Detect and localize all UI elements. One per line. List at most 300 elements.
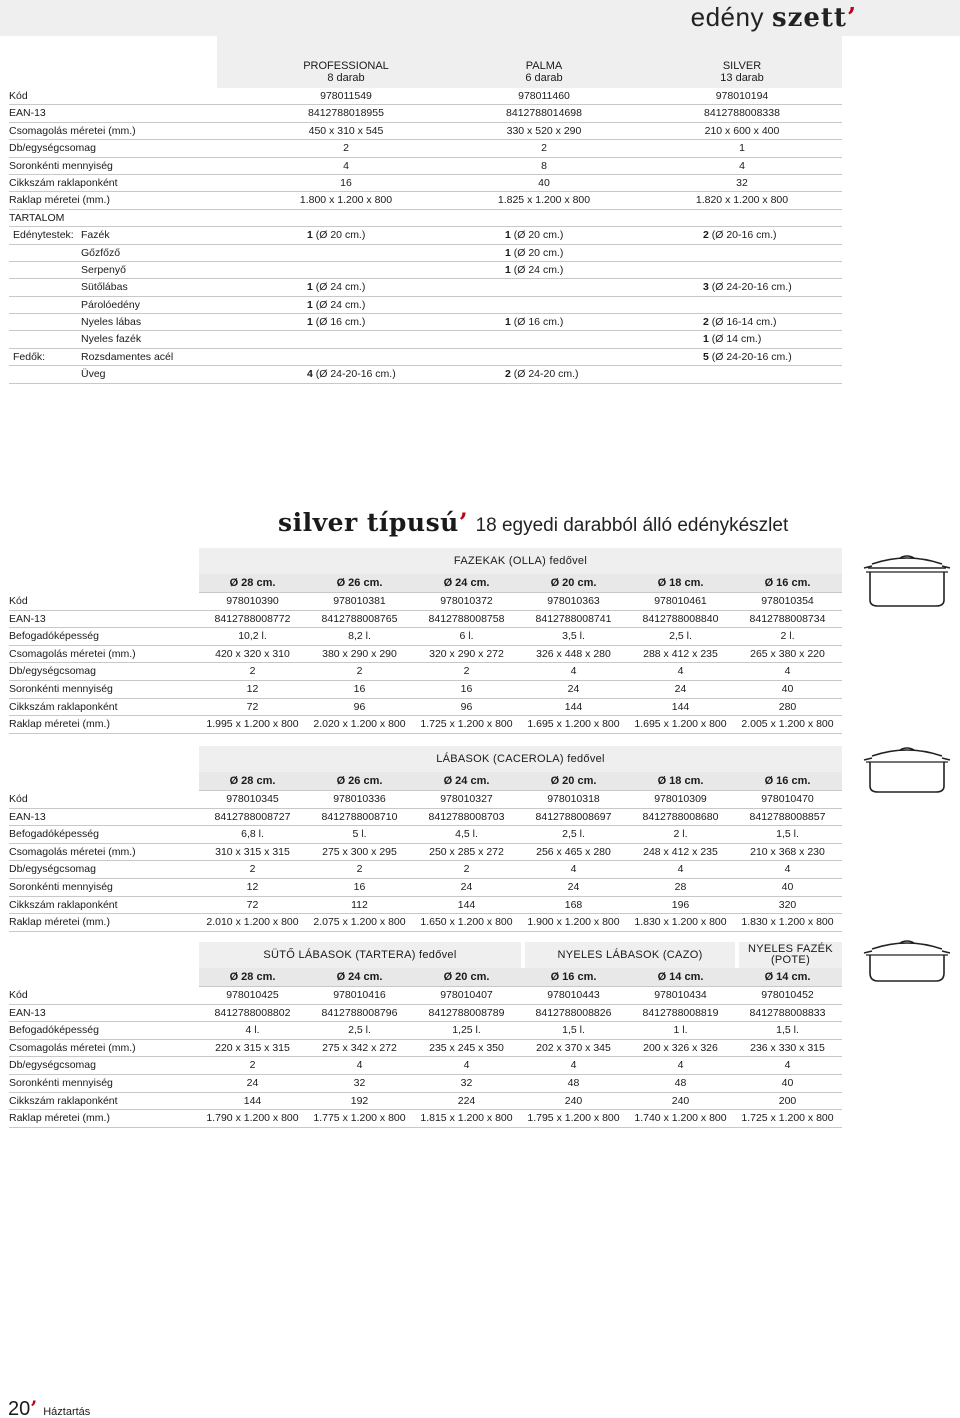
table-cell: 4 <box>677 1059 684 1072</box>
row-label: EAN-13 <box>9 107 46 120</box>
table-cell: 2.010 x 1.200 x 800 <box>206 916 299 929</box>
row-label: Cikkszám raklaponként <box>9 176 118 189</box>
row-label: Raklap méretei (mm.) <box>9 718 110 731</box>
table-cell: 1.650 x 1.200 x 800 <box>420 916 513 929</box>
contents-value <box>307 297 365 314</box>
contents-item: Üveg <box>81 368 106 381</box>
contents-qty: 1 <box>307 298 313 311</box>
contents-row <box>9 366 842 383</box>
table-cell: 4 l. <box>245 1024 260 1037</box>
table-row <box>9 192 842 209</box>
table-cell: 235 x 245 x 350 <box>429 1041 504 1054</box>
table-cell: 2 <box>249 863 256 876</box>
table-cell: 236 x 330 x 315 <box>750 1041 825 1054</box>
silver-subtitle: 18 egyedi darabból álló edénykészlet <box>475 515 789 536</box>
table-cell: 4 <box>677 665 684 678</box>
tartera-table <box>9 942 842 1128</box>
table-row <box>9 1040 842 1058</box>
table-row <box>9 628 842 646</box>
table-cell: 240 <box>671 1094 690 1107</box>
table-cell: 16 <box>353 682 366 695</box>
labasok-table <box>9 746 842 932</box>
table-cell: 1,25 l. <box>452 1024 481 1037</box>
table-cell: 2 <box>249 1059 256 1072</box>
table-cell: 2 <box>343 142 349 155</box>
contents-qty: 2 <box>703 229 709 242</box>
table-row <box>9 987 842 1005</box>
row-label: Db/egységcsomag <box>9 863 96 876</box>
table-cell: 4 <box>570 665 577 678</box>
table-cell: 16 <box>353 880 366 893</box>
table-cell: 4 <box>343 159 349 172</box>
table-cell: 8412788008833 <box>749 1006 826 1019</box>
table-cell: 978010407 <box>440 989 493 1001</box>
table-cell: 40 <box>538 176 550 189</box>
table-cell: 8412788008741 <box>535 612 612 625</box>
table-cell: 1.790 x 1.200 x 800 <box>206 1112 299 1125</box>
cacerola-pot-icon <box>862 742 952 798</box>
contents-size: (Ø 16 cm.) <box>312 316 366 329</box>
table-cell: 202 x 370 x 345 <box>536 1041 611 1054</box>
tartalom-row <box>9 210 842 227</box>
table-cell: 2 <box>356 665 363 678</box>
contents-value <box>703 314 777 331</box>
table-cell: 16 <box>460 682 473 695</box>
brand-title <box>691 2 856 33</box>
table-row <box>9 897 842 915</box>
table-cell: 2 l. <box>673 828 688 841</box>
table-row <box>9 1075 842 1093</box>
size-header: Ø 14 cm. <box>764 971 811 983</box>
table-cell: 200 x 326 x 326 <box>643 1041 718 1054</box>
table-cell: 4 <box>677 863 684 876</box>
col-professional: PROFESSIONAL 8 darab <box>303 60 389 84</box>
table-row <box>9 123 842 140</box>
table-cell: 8412788008819 <box>642 1006 719 1019</box>
row-label: Cikkszám raklaponként <box>9 1094 118 1107</box>
table-cell: 8412788008802 <box>214 1006 291 1019</box>
table-row <box>9 1057 842 1075</box>
table-cell: 3,5 l. <box>562 630 585 643</box>
table-cell: 1.815 x 1.200 x 800 <box>420 1112 513 1125</box>
table-cell: 1.825 x 1.200 x 800 <box>497 194 591 207</box>
table-cell: 1.725 x 1.200 x 800 <box>420 718 513 731</box>
contents-item: Gőzfőző <box>81 246 121 259</box>
table-cell: 12 <box>246 880 259 893</box>
row-label: EAN-13 <box>9 612 46 625</box>
table-cell: 288 x 412 x 235 <box>643 647 718 660</box>
table-cell: 40 <box>781 1076 794 1089</box>
table-cell: 1.695 x 1.200 x 800 <box>634 718 727 731</box>
table-cell: 978010452 <box>761 989 814 1001</box>
table-cell: 8412788008765 <box>321 612 398 625</box>
table-cell: 978010345 <box>226 793 279 805</box>
contents-qty: 1 <box>307 281 313 294</box>
table-cell: 6,8 l. <box>241 828 264 841</box>
size-header: Ø 28 cm. <box>229 775 276 787</box>
table-cell: 1.775 x 1.200 x 800 <box>313 1112 406 1125</box>
contents-qty: 2 <box>505 368 511 381</box>
contents-qty: 1 <box>703 333 709 346</box>
row-label: Raklap méretei (mm.) <box>9 916 110 929</box>
table-cell: 1,5 l. <box>776 1024 799 1037</box>
contents-qty: 1 <box>505 246 511 259</box>
contents-size: (Ø 16 cm.) <box>510 316 564 329</box>
contents-value <box>703 227 777 244</box>
table-row <box>9 791 842 809</box>
table-cell: 978010194 <box>715 90 769 102</box>
table-cell: 320 <box>778 898 797 911</box>
table-cell: 240 <box>564 1094 583 1107</box>
table-cell: 144 <box>564 700 583 713</box>
contents-value <box>505 366 579 383</box>
table-cell: 1,5 l. <box>776 828 799 841</box>
table-cell: 8412788008703 <box>428 810 505 823</box>
table-row <box>9 140 842 157</box>
table-cell: 4 <box>784 1059 791 1072</box>
row-label: Befogadóképesség <box>9 828 99 841</box>
size-header: Ø 16 cm. <box>764 577 811 589</box>
brand-word-1: edény <box>690 2 764 32</box>
contents-qty: 1 <box>505 316 511 329</box>
table-cell: 16 <box>340 176 352 189</box>
contents-qty: 1 <box>505 263 511 276</box>
table-cell: 8412788014698 <box>506 107 582 120</box>
table-cell: 978010309 <box>654 793 707 805</box>
row-label: Cikkszám raklaponként <box>9 700 118 713</box>
silver-title-mono: silver típusú <box>278 508 459 537</box>
contents-value <box>307 279 365 296</box>
row-label: Befogadóképesség <box>9 1024 99 1037</box>
table-row <box>9 88 842 105</box>
table-cell: 4 <box>784 863 791 876</box>
fazekak-table <box>9 548 842 734</box>
table-row <box>9 1110 842 1128</box>
brand-word-2: szett <box>771 3 847 33</box>
table-cell: 275 x 300 x 295 <box>322 845 397 858</box>
table-cell: 978010363 <box>547 595 600 607</box>
table-cell: 978010327 <box>440 793 493 805</box>
table-cell: 2 <box>249 665 256 678</box>
contents-row <box>9 245 842 262</box>
table-cell: 24 <box>460 880 473 893</box>
table-cell: 4 <box>356 1059 363 1072</box>
size-header: Ø 24 cm. <box>336 971 383 983</box>
table-row <box>9 663 842 681</box>
table-cell: 978010416 <box>333 989 386 1001</box>
table-cell: 8412788008680 <box>642 810 719 823</box>
row-label: Kód <box>9 989 28 1001</box>
contents-size: (Ø 24-20-16 cm.) <box>312 368 396 381</box>
size-header: Ø 20 cm. <box>443 971 490 983</box>
table-cell: 72 <box>246 700 259 713</box>
table-cell: 8412788008338 <box>704 107 780 120</box>
size-header: Ø 24 cm. <box>443 577 490 589</box>
table-cell: 978010381 <box>333 595 386 607</box>
set-comparison-header <box>9 36 842 88</box>
table-cell: 978010461 <box>654 595 707 607</box>
table-cell: 210 x 600 x 400 <box>704 124 780 137</box>
table-cell: 256 x 465 x 280 <box>536 845 611 858</box>
table-cell: 2,5 l. <box>348 1024 371 1037</box>
table-cell: 1 <box>739 142 745 155</box>
contents-value <box>505 245 563 262</box>
table-cell: 196 <box>671 898 690 911</box>
table-row <box>9 175 842 192</box>
table-cell: 978010390 <box>226 595 279 607</box>
olla-pot-icon <box>862 548 952 610</box>
table-row <box>9 844 842 862</box>
table-cell: 978010354 <box>761 595 814 607</box>
table-cell: 224 <box>457 1094 476 1107</box>
table-cell: 1.900 x 1.200 x 800 <box>527 916 620 929</box>
contents-item: Rozsdamentes acél <box>81 350 174 363</box>
brand-accent: ’ <box>846 3 856 33</box>
table-cell: 275 x 342 x 272 <box>322 1041 397 1054</box>
fazekak-sizes <box>199 574 842 593</box>
table-cell: 2 <box>463 665 470 678</box>
table-row <box>9 611 842 629</box>
contents-qty: 5 <box>703 350 709 363</box>
row-label: Db/egységcsomag <box>9 665 96 678</box>
contents-size: (Ø 24 cm.) <box>312 298 366 311</box>
table-cell: 96 <box>353 700 366 713</box>
table-cell: 40 <box>781 880 794 893</box>
table-cell: 32 <box>460 1076 473 1089</box>
row-label: Csomagolás méretei (mm.) <box>9 1041 136 1054</box>
table-cell: 32 <box>353 1076 366 1089</box>
silver-section-title <box>278 508 788 537</box>
table-cell: 220 x 315 x 315 <box>215 1041 290 1054</box>
col-silver: SILVER 13 darab <box>720 60 764 84</box>
table-cell: 24 <box>674 682 687 695</box>
table-cell: 144 <box>243 1094 262 1107</box>
contents-value <box>307 227 365 244</box>
contents-row <box>9 331 842 348</box>
contents-item: Sütőlábas <box>81 281 128 294</box>
contents-row <box>9 279 842 296</box>
row-label: Kód <box>9 90 28 102</box>
footer-section: Háztartás <box>43 1406 91 1418</box>
contents-row <box>9 314 842 331</box>
table-row <box>9 861 842 879</box>
size-header: Ø 28 cm. <box>229 577 276 589</box>
table-cell: 8412788008796 <box>321 1006 398 1019</box>
table-cell: 8412788008789 <box>428 1006 505 1019</box>
table-cell: 8412788008734 <box>749 612 826 625</box>
table-cell: 1.995 x 1.200 x 800 <box>206 718 299 731</box>
table-cell: 2.075 x 1.200 x 800 <box>313 916 406 929</box>
contents-row <box>9 349 842 366</box>
row-label: EAN-13 <box>9 810 46 823</box>
table-cell: 8412788008758 <box>428 612 505 625</box>
table-cell: 168 <box>564 898 583 911</box>
table-cell: 978010434 <box>654 989 707 1001</box>
table-cell: 48 <box>567 1076 580 1089</box>
table-cell: 72 <box>246 898 259 911</box>
row-label: Soronkénti mennyiség <box>9 880 113 893</box>
cazo-title: NYELES LÁBASOK (CAZO) <box>557 949 703 961</box>
pote-title: NYELES FAZÉK (POTE) <box>748 943 833 966</box>
labasok-sizes <box>199 772 842 791</box>
contents-item: Nyeles fazék <box>81 333 142 346</box>
table-cell: 40 <box>781 682 794 695</box>
table-row <box>9 1005 842 1023</box>
table-cell: 1,5 l. <box>562 1024 585 1037</box>
contents-size: (Ø 16-14 cm.) <box>708 316 777 329</box>
table-cell: 2 l. <box>780 630 795 643</box>
contents-row <box>9 227 842 244</box>
contents-size: (Ø 20-16 cm.) <box>708 229 777 242</box>
table-cell: 8412788008840 <box>642 612 719 625</box>
contents-size: (Ø 14 cm.) <box>708 333 762 346</box>
contents-value <box>703 331 761 348</box>
contents-size: (Ø 20 cm.) <box>510 246 564 259</box>
table-cell: 4 <box>463 1059 470 1072</box>
row-label: Cikkszám raklaponként <box>9 898 118 911</box>
table-cell: 28 <box>674 880 687 893</box>
table-cell: 4 <box>739 159 745 172</box>
contents-size: (Ø 20 cm.) <box>312 229 366 242</box>
row-label: EAN-13 <box>9 1006 46 1019</box>
table-cell: 2 <box>356 863 363 876</box>
table-cell: 8412788008772 <box>214 612 291 625</box>
contents-value <box>505 262 563 279</box>
table-cell: 978010470 <box>761 793 814 805</box>
table-cell: 1.795 x 1.200 x 800 <box>527 1112 620 1125</box>
table-cell: 48 <box>674 1076 687 1089</box>
table-cell: 4 <box>570 863 577 876</box>
table-cell: 32 <box>736 176 748 189</box>
table-cell: 1.830 x 1.200 x 800 <box>741 916 834 929</box>
table-cell: 8,2 l. <box>348 630 371 643</box>
contents-value <box>703 279 792 296</box>
contents-item: Párolóedény <box>81 298 140 311</box>
size-header: Ø 16 cm. <box>550 971 597 983</box>
table-cell: 8412788008697 <box>535 810 612 823</box>
size-header: Ø 24 cm. <box>443 775 490 787</box>
set-comparison-table <box>9 36 842 384</box>
table-row <box>9 914 842 932</box>
row-label: Befogadóképesség <box>9 630 99 643</box>
tartera-sizes <box>199 968 842 987</box>
table-cell: 192 <box>350 1094 369 1107</box>
tartera-title: SÜTŐ LÁBASOK (TARTERA) fedővel <box>263 949 457 961</box>
table-cell: 2.005 x 1.200 x 800 <box>741 718 834 731</box>
table-cell: 12 <box>246 682 259 695</box>
table-cell: 380 x 290 x 290 <box>322 647 397 660</box>
size-header: Ø 26 cm. <box>336 775 383 787</box>
table-row <box>9 826 842 844</box>
size-header: Ø 18 cm. <box>657 577 704 589</box>
page-footer <box>8 1396 90 1418</box>
row-label: Kód <box>9 793 28 805</box>
table-cell: 978011460 <box>518 90 570 102</box>
contents-size: (Ø 24-20-16 cm.) <box>708 350 792 363</box>
table-cell: 8412788008826 <box>535 1006 612 1019</box>
row-label: Raklap méretei (mm.) <box>9 1112 110 1125</box>
header-bar <box>0 0 960 36</box>
row-label: Soronkénti mennyiség <box>9 1076 113 1089</box>
row-label: Kód <box>9 595 28 607</box>
table-row <box>9 699 842 717</box>
size-header: Ø 26 cm. <box>336 577 383 589</box>
table-cell: 8412788018955 <box>308 107 384 120</box>
table-cell: 24 <box>567 880 580 893</box>
table-cell: 280 <box>778 700 797 713</box>
table-cell: 24 <box>567 682 580 695</box>
table-cell: 2 <box>463 863 470 876</box>
row-label: Soronkénti mennyiség <box>9 159 113 172</box>
table-cell: 1.740 x 1.200 x 800 <box>634 1112 727 1125</box>
table-cell: 320 x 290 x 272 <box>429 647 504 660</box>
contents-size: (Ø 24 cm.) <box>510 263 564 276</box>
table-cell: 1.800 x 1.200 x 800 <box>299 194 393 207</box>
table-cell: 4 <box>784 665 791 678</box>
table-cell: 1 l. <box>673 1024 688 1037</box>
table-cell: 420 x 320 x 310 <box>215 647 290 660</box>
contents-row <box>9 297 842 314</box>
contents-qty: 2 <box>703 316 709 329</box>
row-label: Raklap méretei (mm.) <box>9 194 110 207</box>
table-row <box>9 646 842 664</box>
table-cell: 1.725 x 1.200 x 800 <box>741 1112 834 1125</box>
table-row <box>9 105 842 122</box>
table-cell: 450 x 310 x 545 <box>308 124 384 137</box>
table-cell: 265 x 380 x 220 <box>750 647 825 660</box>
contents-group: Fedők: <box>13 350 46 363</box>
contents-size: (Ø 24 cm.) <box>312 281 366 294</box>
table-cell: 8 <box>541 159 547 172</box>
table-row <box>9 716 842 734</box>
contents-qty: 3 <box>703 281 709 294</box>
row-label: Soronkénti mennyiség <box>9 682 113 695</box>
contents-value <box>505 227 563 244</box>
contents-qty: 1 <box>307 316 313 329</box>
table-cell: 2.020 x 1.200 x 800 <box>313 718 406 731</box>
table-cell: 144 <box>457 898 476 911</box>
tartera-pot-icon <box>862 935 952 989</box>
table-cell: 112 <box>351 898 368 911</box>
table-cell: 978010336 <box>333 793 386 805</box>
set-contents-rows <box>9 227 842 384</box>
table-row <box>9 809 842 827</box>
table-cell: 8412788008857 <box>749 810 826 823</box>
table-cell: 200 <box>778 1094 797 1107</box>
table-cell: 310 x 315 x 315 <box>215 845 290 858</box>
table-cell: 210 x 368 x 230 <box>750 845 825 858</box>
table-cell: 24 <box>246 1076 259 1089</box>
table-cell: 2,5 l. <box>562 828 585 841</box>
table-cell: 1.830 x 1.200 x 800 <box>634 916 727 929</box>
table-cell: 4,5 l. <box>455 828 478 841</box>
table-cell: 6 l. <box>459 630 474 643</box>
contents-size: (Ø 24-20 cm.) <box>510 368 579 381</box>
table-cell: 978011549 <box>320 90 372 102</box>
size-header: Ø 16 cm. <box>764 775 811 787</box>
table-cell: 978010425 <box>226 989 279 1001</box>
set-comparison-rows <box>9 88 842 210</box>
table-cell: 2,5 l. <box>669 630 692 643</box>
page-number: 20 <box>8 1398 31 1418</box>
size-header: Ø 18 cm. <box>657 775 704 787</box>
table-row <box>9 681 842 699</box>
contents-group: Edénytestek: <box>13 229 74 242</box>
contents-size: (Ø 24-20-16 cm.) <box>708 281 792 294</box>
table-cell: 8412788008710 <box>321 810 398 823</box>
row-label: Db/egységcsomag <box>9 1059 96 1072</box>
contents-qty: 4 <box>307 368 313 381</box>
